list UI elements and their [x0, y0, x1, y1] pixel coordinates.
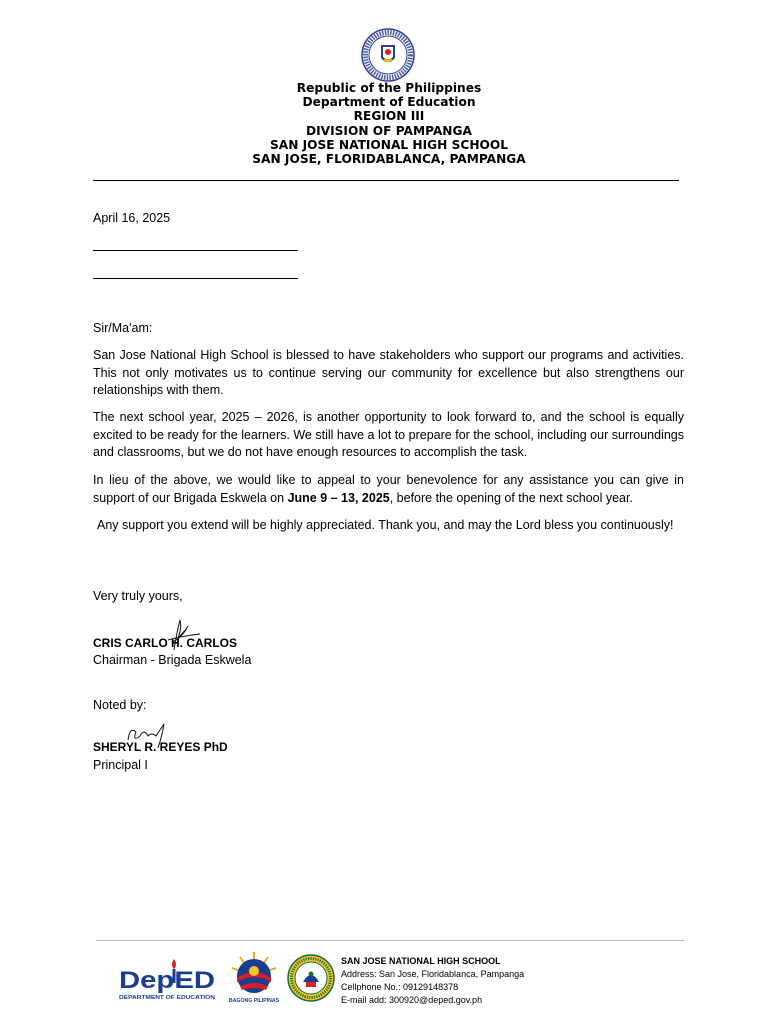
- paragraph-3-text: [93, 472, 684, 507]
- paragraph-3-lead: In lieu of the above, we would like to appeal to your benevolence for any assistance you can give in support of our Brigada Eskwela on: [93, 473, 684, 505]
- school-seal-logo: [287, 954, 335, 1002]
- complimentary-close: Very truly yours,: [93, 589, 183, 603]
- signatory-chairman-title: Chairman - Brigada Eskwela: [93, 653, 252, 667]
- deped-logo: [118, 955, 218, 1005]
- noted-by-label: Noted by:: [93, 698, 147, 712]
- letterhead-department: Department of Education: [302, 95, 476, 110]
- paragraph-3-tail: , before the opening of the next school year.: [389, 490, 633, 505]
- signatory-principal-name: SHERYL R. REYES PhD: [93, 740, 228, 754]
- signatory-principal-title: Principal I: [93, 758, 148, 772]
- paragraph-2: [93, 409, 684, 462]
- recipient-blank-line-1: [93, 250, 298, 251]
- paragraph-4: [93, 517, 684, 535]
- footer-school-name: SAN JOSE NATIONAL HIGH SCHOOL: [341, 956, 501, 966]
- letterhead-region: REGION III: [353, 109, 425, 124]
- footer-email: E-mail add: 300920@deped.gov.ph: [341, 995, 483, 1005]
- paragraph-4-text: Any support you extend will be highly appreciated. Thank you, and may the Lord bless you continuously!: [97, 518, 674, 532]
- footer-contact-block: [341, 955, 524, 1007]
- letter-date: April 16, 2025: [93, 211, 171, 225]
- salutation: Sir/Ma'am:: [93, 321, 153, 335]
- deped-seal-logo: [361, 28, 415, 82]
- paragraph-2-text: The next school year, 2025 – 2026, is another opportunity to look forward to, and the school is equally excited to be ready for the learners. We still have a lot to prepare for the school, including our surroundings and classrooms, but we do not have enough resources to accomplish the task.: [93, 410, 684, 460]
- recipient-blank-line-2: [93, 278, 298, 279]
- footer-divider: [96, 940, 684, 941]
- paragraph-1-text: San Jose National High School is blessed to have stakeholders who support our programs and activities. This not only motivates us to continue serving our community for excellence but also strengthens our relationships with them.: [93, 348, 684, 398]
- letterhead-address: SAN JOSE, FLORIDABLANCA, PAMPANGA: [252, 152, 526, 167]
- letterhead-division: DIVISION OF PAMPANGA: [306, 123, 472, 138]
- deped-logo-wordmark: DepED: [119, 967, 215, 994]
- letterhead: [0, 81, 768, 166]
- letterhead-school: SAN JOSE NATIONAL HIGH SCHOOL: [269, 137, 509, 152]
- paragraph-3: [93, 472, 684, 507]
- deped-logo-subtitle: DEPARTMENT OF EDUCATION: [119, 995, 215, 1001]
- bagong-pilipinas-logo: [228, 950, 280, 1004]
- footer-address: Address: San Jose, Floridablanca, Pampanga: [341, 969, 525, 979]
- signatory-chairman-name: CRIS CARLO H. CARLOS: [93, 636, 237, 650]
- header-divider: [93, 180, 679, 181]
- letterhead-republic: Republic of the Philippines: [296, 81, 482, 95]
- paragraph-1: [93, 347, 684, 400]
- footer-cellphone: Cellphone No.: 09129148378: [341, 982, 459, 992]
- brigada-dates: June 9 – 13, 2025: [287, 490, 390, 505]
- bagong-pilipinas-text: BAGONG PILIPINAS: [228, 998, 280, 1004]
